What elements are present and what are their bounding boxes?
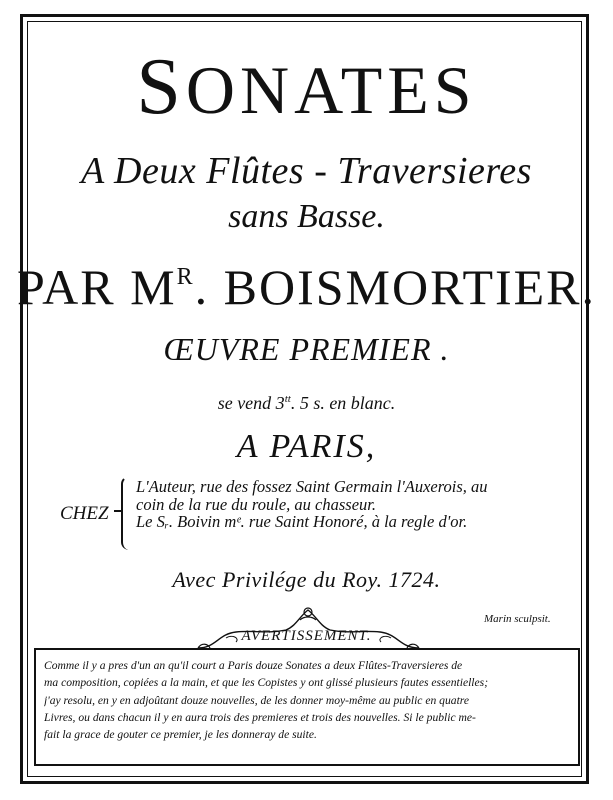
address-line-1: L'Auteur, rue des fossez Saint Germain l'Auxerois, au [136,477,488,496]
notice-line: Livres, ou dans chacun il y en aura trois des premieres et trois des nouvelles. Si le public me- [44,710,476,724]
page-title: SONATES [136,43,477,131]
author-line: PAR $M^R$. BOISMORTIER. [16,259,597,315]
subtitle: A Deux Flûtes - Traversieres [81,150,532,192]
notice-line: Comme il y a pres d'un an qu'il court a Paris douze Sonates a deux Flûtes-Traversieres de [44,659,463,672]
brace-ornament [121,476,133,550]
privilege-line: Avec Privilége du Roy. 1724. [172,567,441,592]
notice-line: fait la grace de gouter ce premier, je les donneray de suite. [44,728,317,742]
price-line: se vend $3^{tt}$. 5 s. en blanc. [217,393,396,413]
city-line: A PARIS, [236,428,377,465]
engraver-signature: Marin sculpsit. [484,613,551,625]
address-line-3: Le Sᵣ. Boivin mᵉ. rue Saint Honoré, à la regle d'or. [136,512,468,531]
avertissement-title: AVERTISSEMENT. [241,628,372,644]
subtitle-line-2: sans Basse. [228,198,385,235]
opus-line: ŒUVRE PREMIER . [163,331,450,367]
address-line-2: coin de la rue du roule, au chasseur. [136,495,376,514]
notice-line: j'ay resolu, en y en adjoûtant douze nouvelles, de les donner moy-même au public en quatre [44,693,470,707]
brace-tip [114,510,123,512]
chez-label: CHEZ [60,503,109,524]
notice-line: ma composition, copiées a la main, et que les Copistes y ont glissé plusieurs fautes essentielles; [44,676,489,690]
notice-text [44,657,572,743]
